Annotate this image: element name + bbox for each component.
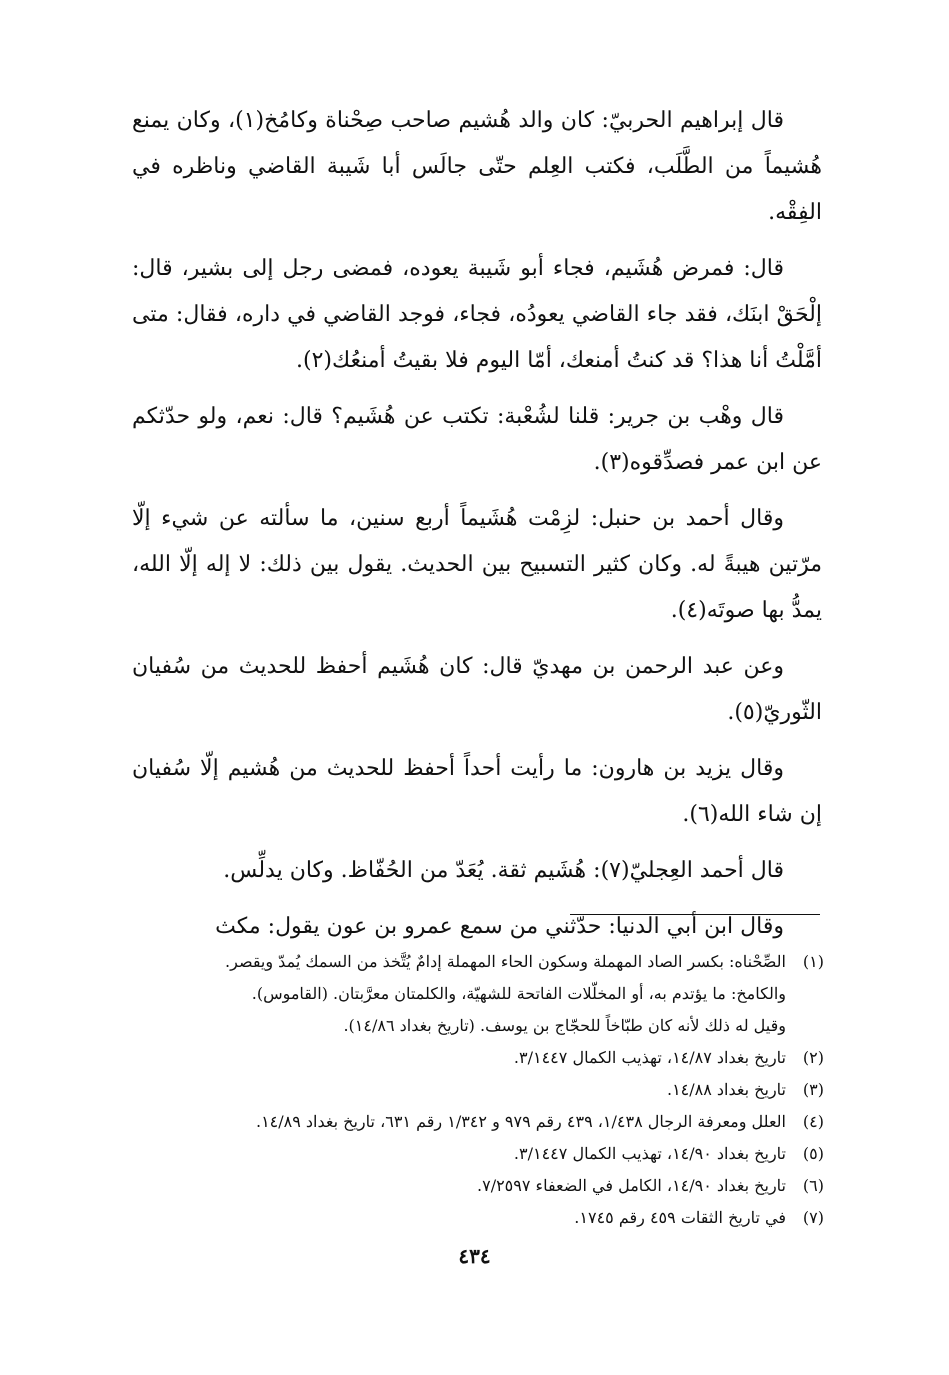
footnote-text — [128, 1170, 786, 1202]
footnote — [128, 1074, 824, 1106]
footnote-text — [128, 1202, 786, 1234]
footnote-line: تاريخ بغداد ١٤/٩٠، تهذيب الكمال ٣/١٤٤٧. — [513, 1144, 786, 1163]
footnote-text — [128, 1042, 786, 1074]
paragraph-ahmad-hanbal: وقال أحمد بن حنبل: لزِمْت هُشَيماً أربع سنين، ما سألته عن شيء إلّا مرّتين هيبةً له. وكان كثير التسبيح بين الحديث. يقول بين ذلك: لا إله إلّا الله، يمدُّ بها صوتَه(٤). — [132, 506, 822, 623]
footnote-line: العلل ومعرفة الرجال ١/٤٣٨، ٤٣٩ رقم ٩٧٩ و ١/٣٤٢ رقم ٦٣١، تاريخ بغداد ١٤/٨٩. — [255, 1112, 786, 1131]
footnote — [128, 1202, 824, 1234]
footnote-line: تاريخ بغداد ١٤/٨٨. — [666, 1080, 786, 1099]
paragraph-ijli: قال أحمد العِجليّ(٧): هُشَيم ثقة. يُعَدّ من الحُفّاظ. وكان يدلِّس. — [223, 858, 784, 883]
footnote-line: تاريخ بغداد ١٤/٨٧، تهذيب الكمال ٣/١٤٤٧. — [513, 1048, 786, 1067]
paragraph-mahdi: وعن عبد الرحمن بن مهديّ قال: كان هُشَيم أحفظ للحديث من سُفيان الثّوريّ(٥). — [132, 654, 822, 725]
footnote-text — [128, 1074, 786, 1106]
footnotes-section — [128, 946, 824, 1234]
footnote-number: (٦) — [802, 1176, 824, 1195]
footnote-line: في تاريخ الثقات ٤٥٩ رقم ١٧٤٥. — [574, 1208, 786, 1227]
paragraph-harbi: قال إبراهيم الحربيّ: كان والد هُشيم صاحب صِحْناة وكامُخ(١)، وكان يمنع هُشيماً من الطَّلَب، فكتب العِلم حتّى جالَس أبا شَيبة القاضي وناظره في الفِقْه. — [132, 108, 822, 225]
footnote — [128, 1138, 824, 1170]
footnote — [128, 946, 824, 1042]
footnote-number: (١) — [802, 952, 824, 971]
footnote — [128, 1042, 824, 1074]
footnote — [128, 1170, 824, 1202]
paragraph-yazid: وقال يزيد بن هارون: ما رأيت أحداً أحفظ للحديث من هُشيم إلّا سُفيان إن شاء الله(٦). — [132, 756, 822, 827]
footnote-text — [128, 1138, 786, 1170]
footnote-line: تاريخ بغداد ١٤/٩٠، الكامل في الضعفاء ٧/٢٥٩٧. — [477, 1176, 786, 1195]
footnote-line: وقيل له ذلك لأنه كان طبّاخاً للحجّاج بن يوسف. (تاريخ بغداد ١٤/٨٦). — [343, 1016, 786, 1035]
paragraph-illness: قال: فمرض هُشَيم، فجاء أبو شَيبة يعوده، فمضى رجل إلى بشير، قال: إلْحَقْ ابنَك، فقد جاء القاضي يعودُه، فجاء، فوجد القاضي في داره، فقال: متى أمَّلْتُ أنا هذا؟ قد كنتُ أمنعك، أمّا اليوم فلا بقيتُ أمنعُك(٢). — [132, 256, 822, 373]
footnote-number: (٢) — [802, 1048, 824, 1067]
main-text-body — [132, 98, 822, 950]
page-number: ٤٣٤ — [458, 1244, 491, 1268]
footnote-number: (٧) — [802, 1208, 824, 1227]
footnote-divider — [570, 914, 820, 915]
footnote — [128, 1106, 824, 1138]
footnote-line: الصِّحْناه: بكسر الصاد المهملة وسكون الحاء المهملة إدامٌ يُتَّخذ من السمك يُمدّ ويقصر. — [225, 952, 786, 971]
footnote-number: (٣) — [802, 1080, 824, 1099]
paragraph-wahb: قال وهْب بن جرير: قلنا لشُعْبة: تكتب عن هُشَيم؟ قال: نعم، ولو حدّثكم عن ابن عمر فصدِّقوه(٣). — [132, 404, 822, 475]
paragraph-ibn-abi-dunya: وقال ابن أبي الدنيا: حدّثني من سمع عمرو بن عون يقول: مكث — [215, 914, 784, 939]
footnote-text — [128, 946, 786, 1042]
footnote-number: (٤) — [802, 1112, 824, 1131]
footnote-line: والكامخ: ما يؤتدم به، أو المخلّلات الفاتحة للشهيّة، والكلمتان معرَّبتان. (القاموس). — [251, 984, 786, 1003]
footnote-text — [128, 1106, 786, 1138]
footnote-number: (٥) — [802, 1144, 824, 1163]
